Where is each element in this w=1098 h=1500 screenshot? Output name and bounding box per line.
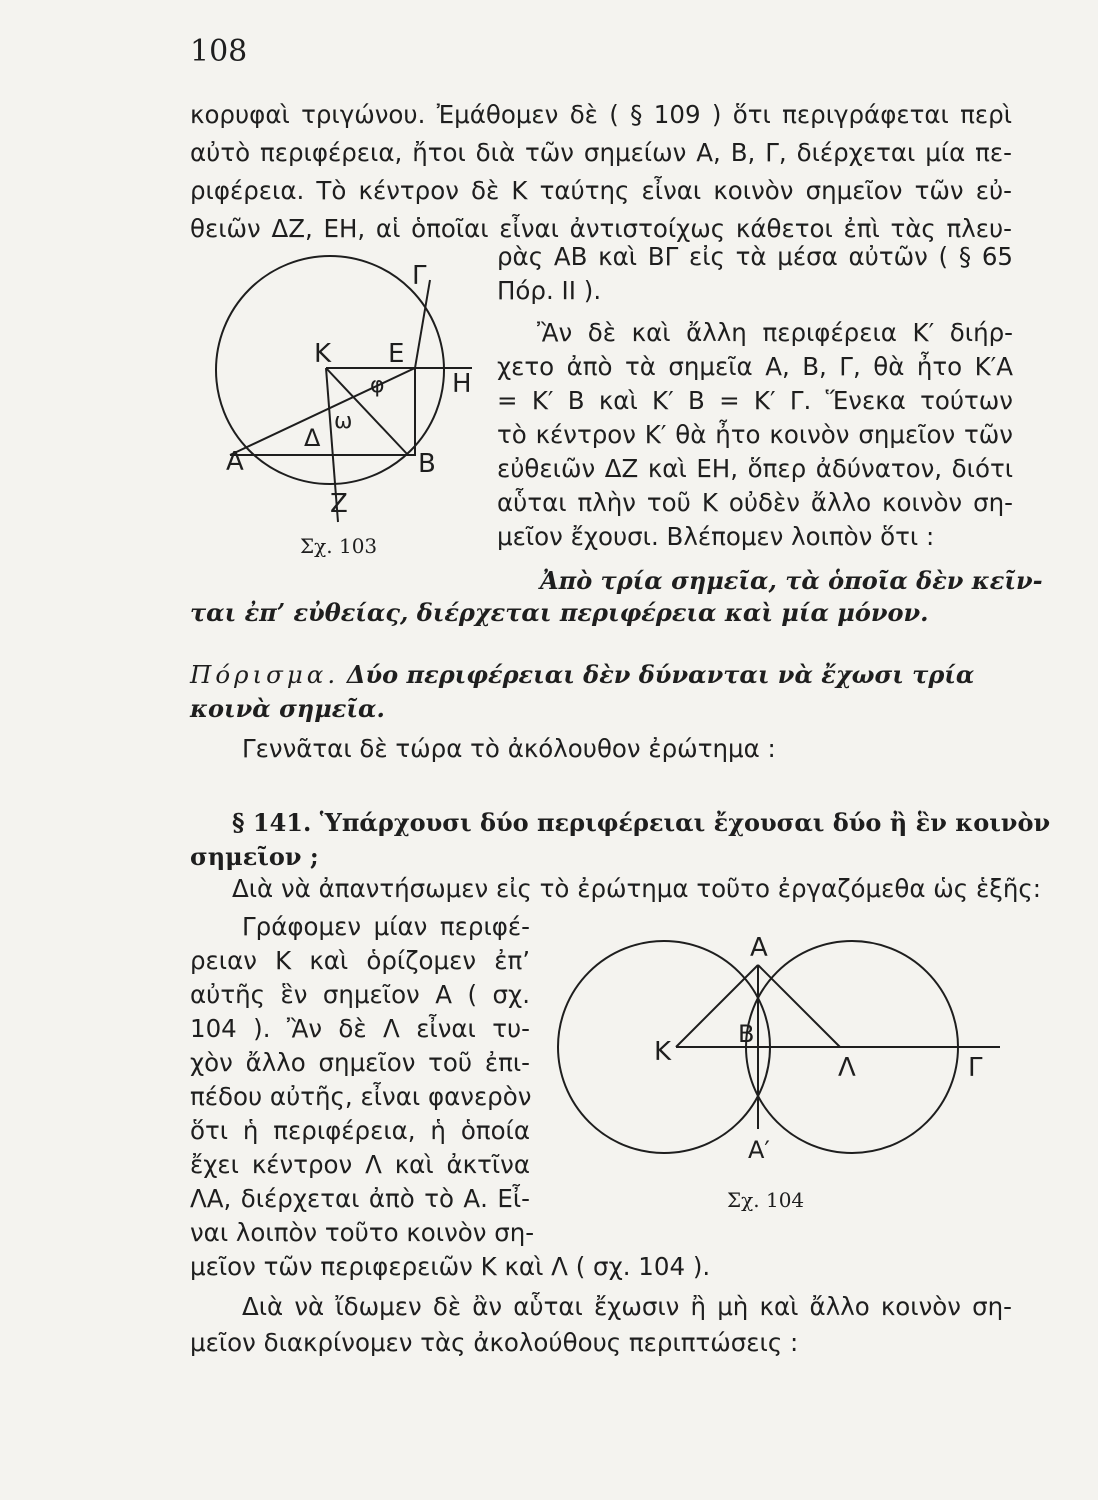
text-line: χὸν ἄλλο σημεῖον τοῦ ἐπι- — [190, 1048, 530, 1077]
text-line: μεῖον διακρίνομεν τὰς ἀκολούθους περιπτώσεις : — [190, 1328, 799, 1357]
label-alpha-prime: Α′ — [748, 1136, 770, 1164]
text-line: εὐθειῶν ΔΖ καὶ ΕΗ, ὅπερ ἀδύνατον, διότι — [497, 454, 1013, 483]
label-gamma: Γ — [412, 261, 427, 291]
label-kappa: Κ — [654, 1037, 672, 1067]
text-line: πέδου αὐτῆς, εἶναι φανερὸν — [190, 1082, 532, 1111]
text-line: Γράφομεν μίαν περιφέ- — [242, 912, 530, 941]
text-line: ρὰς ΑΒ καὶ ΒΓ εἰς τὰ μέσα αὐτῶν ( § 65 — [497, 242, 1013, 271]
label-kappa: Κ — [314, 339, 332, 369]
label-zeta: Ζ — [330, 489, 348, 519]
section-heading-end: σημεῖον ; — [190, 842, 319, 871]
label-alpha: Α — [226, 447, 244, 477]
text-line: ἔχει κέντρον Λ καὶ ἀκτῖνα — [190, 1150, 530, 1179]
text-line: αὐτῆς ἓν σημεῖον Α ( σχ. — [190, 980, 530, 1009]
text-line: μεῖον τῶν περιφερειῶν Κ καὶ Λ ( σχ. 104 ). — [190, 1252, 711, 1281]
label-lambda: Λ — [838, 1053, 856, 1083]
text-line: Ἂν δὲ καὶ ἄλλη περιφέρεια Κ′ διήρ- — [537, 318, 1013, 347]
label-eta: Η — [452, 369, 472, 399]
label-delta: Δ — [304, 424, 321, 452]
text-line: ριφέρεια. Τὸ κέντρον δὲ Κ ταύτης εἶναι κοινὸν σημεῖον τῶν εὐ- — [190, 176, 1012, 205]
corollary-text: Δύο περιφέρειαι δὲν δύνανται νὰ ἔχωσι τρία — [346, 660, 975, 689]
label-beta: Β — [738, 1020, 755, 1048]
text-line: αὐτὸ περιφέρεια, ἤτοι διὰ τῶν σημείων Α, Β, Γ, διέρχεται μία πε- — [190, 138, 1012, 167]
figure-caption: Σχ. 103 — [300, 534, 378, 558]
label-epsilon: Ε — [388, 339, 405, 369]
text-line: 104 ). Ἂν δὲ Λ εἶναι τυ- — [190, 1014, 530, 1043]
figure-caption: Σχ. 104 — [727, 1188, 805, 1212]
figure-104 — [550, 930, 1010, 1170]
text-line: χετο ἀπὸ τὰ σημεῖα Α, Β, Γ, θὰ ἦτο Κ′Α — [497, 352, 1013, 381]
text-line: θειῶν ΔΖ, ΕΗ, αἱ ὁποῖαι εἶναι ἀντιστοίχως κάθετοι ἐπὶ τὰς πλευ- — [190, 214, 1012, 243]
text-line: τὸ κέντρον Κ′ θὰ ἦτο κοινὸν σημεῖον τῶν — [497, 420, 1013, 449]
section-heading: § 141. Ὑπάρχουσι δύο περιφέρειαι ἔχουσαι δύο ἢ ἓν κοινὸν — [232, 808, 1051, 837]
text-line: μεῖον ἔχουσι. Βλέπομεν λοιπὸν ὅτι : — [497, 522, 935, 551]
corollary-label: Πόρισμα. — [190, 660, 340, 689]
text-line: ὅτι ἡ περιφέρεια, ἡ ὁποία — [190, 1116, 530, 1145]
text-line: Γεννᾶται δὲ τώρα τὸ ἀκόλουθον ἐρώτημα : — [242, 734, 776, 763]
bold-statement: Ἀπὸ τρία σημεῖα, τὰ ὁποῖα δὲν κεῖν- — [540, 566, 1043, 595]
text-line: = Κ′ Β καὶ Κ′ Β = Κ′ Γ. Ἕνεκα τούτων — [497, 386, 1013, 415]
text-line: ρειαν Κ καὶ ὁρίζομεν ἐπ’ — [190, 946, 530, 975]
corollary-line — [190, 660, 1012, 690]
text-line: Διὰ νὰ ἀπαντήσωμεν εἰς τὸ ἐρώτημα τοῦτο ἐργαζόμεθα ὡς ἑξῆς: — [232, 874, 1042, 903]
text-line: ΛΑ, διέρχεται ἀπὸ τὸ Α. Εἶ- — [190, 1184, 530, 1213]
label-alpha: Α — [750, 933, 768, 963]
page-number: 108 — [190, 34, 248, 69]
bold-statement: ται ἐπ’ εὐθείας, διέρχεται περιφέρεια καὶ μία μόνον. — [190, 598, 929, 627]
label-phi: φ — [370, 373, 385, 398]
corollary-text-end: κοινὰ σημεῖα. — [190, 694, 385, 723]
label-beta: Β — [418, 449, 436, 479]
text-line: Διὰ νὰ ἴδωμεν δὲ ἂν αὗται ἔχωσιν ἢ μὴ καὶ ἄλλο κοινὸν ση- — [242, 1292, 1012, 1321]
text-line: αὗται πλὴν τοῦ Κ οὐδὲν ἄλλο κοινὸν ση- — [497, 488, 1013, 517]
text-line: κορυφαὶ τριγώνου. Ἐμάθομεν δὲ ( § 109 ) ὅτι περιγράφεται περὶ — [190, 100, 1012, 129]
text-line: ναι λοιπὸν τοῦτο κοινὸν ση- — [190, 1218, 535, 1247]
label-gamma: Γ — [968, 1053, 983, 1083]
label-omega: ω — [334, 409, 353, 434]
text-line: Πόρ. ΙΙ ). — [497, 276, 602, 305]
figure-103 — [200, 250, 500, 530]
